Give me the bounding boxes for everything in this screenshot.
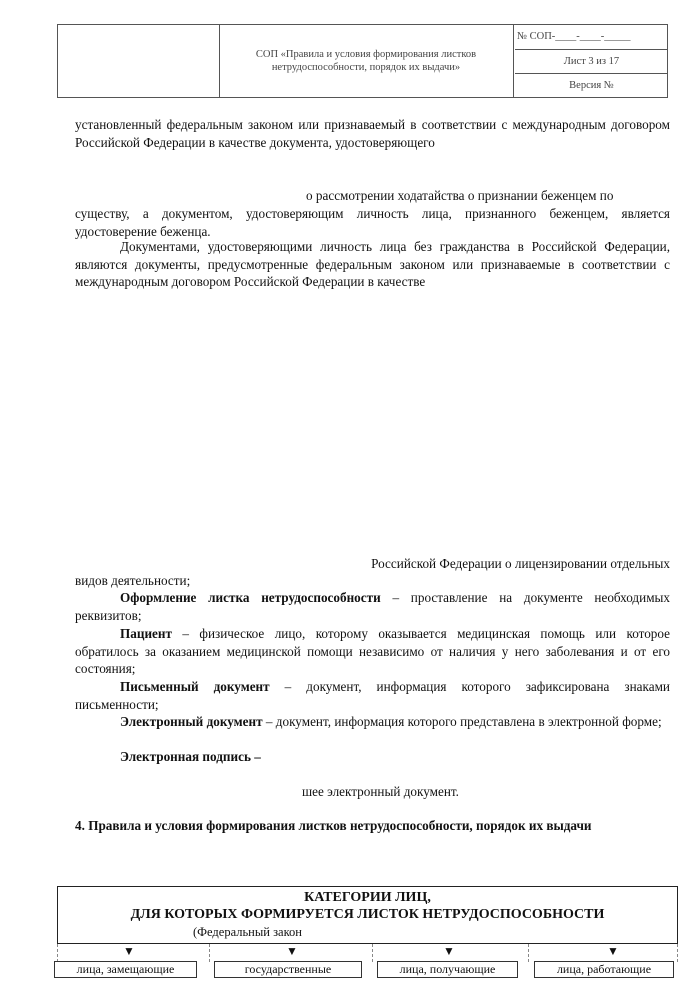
sheet-counter: Лист 3 из 17 xyxy=(515,49,668,74)
connector-line xyxy=(528,944,529,962)
paragraph-4: видов деятельности; xyxy=(75,573,191,588)
definition-text: – проставление на документе необходимых реквизитов; xyxy=(75,590,671,623)
logo-cell xyxy=(58,25,220,97)
definition-text: – документ, информация которого представлена в электронной форме; xyxy=(262,714,662,729)
category-box: лица, получающие xyxy=(377,961,518,978)
down-arrow-icon: ▼ xyxy=(607,944,619,958)
document-title: СОП «Правила и условия формирования листков нетрудоспособности, порядок их выдачи» xyxy=(219,25,514,97)
category-box: государственные xyxy=(214,961,362,978)
definition-patient xyxy=(75,625,670,678)
down-arrow-icon: ▼ xyxy=(443,944,455,958)
definition-term: Электронный документ xyxy=(120,714,263,729)
paragraph-3: Документами, удостоверяющими личность лица без гражданства в Российской Федерации, являются документы, предусмотренные федеральным законом или признаваемые в соответствии с международным договором Российской Федерации в качестве xyxy=(75,239,670,290)
down-arrow-icon: ▼ xyxy=(286,944,298,958)
connector-line xyxy=(372,944,373,962)
definition-term: Письменный документ xyxy=(120,679,270,694)
category-box: лица, замещающие xyxy=(54,961,197,978)
connector-line xyxy=(57,944,58,962)
definition-text: – документ, информация которого зафиксирована знаками письменности; xyxy=(75,679,670,712)
definition-electronic-signature xyxy=(75,748,670,766)
definition-term: Оформление листка нетрудоспособности xyxy=(120,590,381,605)
signature-tail-text: шее электронный документ. xyxy=(302,784,459,799)
definition-registration xyxy=(75,589,670,624)
connector-line xyxy=(677,944,678,962)
definition-written-document xyxy=(75,678,670,713)
definition-electronic-document xyxy=(75,713,670,731)
paragraph-2-first-line: о рассмотрении ходатайства о признании беженцем по xyxy=(306,188,614,203)
connector-line xyxy=(209,944,210,962)
categories-title-line-1: КАТЕГОРИИ ЛИЦ, xyxy=(304,890,431,905)
categories-subtitle: (Федеральный закон xyxy=(193,925,302,939)
paragraph-4-first-line: Российской Федерации о лицензировании отдельных xyxy=(371,556,670,571)
document-number: № СОП-____-____-_____ xyxy=(517,31,631,42)
document-header-table xyxy=(57,24,668,98)
definition-term: Электронная подпись xyxy=(120,749,251,764)
section-heading: 4. Правила и условия формирования листков нетрудоспособности, порядок их выдачи xyxy=(75,818,592,833)
category-box: лица, работающие xyxy=(534,961,674,978)
definition-text: – xyxy=(250,749,261,764)
version-label: Версия № xyxy=(515,73,668,98)
paragraph-2: существу, а документом, удостоверяющим личность лица, признанного беженцем, является удостоверение беженца. xyxy=(75,206,670,239)
definition-term: Пациент xyxy=(120,626,172,641)
down-arrow-icon: ▼ xyxy=(123,944,135,958)
definition-text: – физическое лицо, которому оказывается медицинская помощь или которое обратилось за оказанием медицинской помощи независимо от наличия у него заболевания и от его состояния; xyxy=(75,626,670,677)
paragraph-1: установленный федеральным законом или признаваемый в соответствии с международным договором Российской Федерации в качестве документа, удостоверяющего xyxy=(75,117,670,150)
document-meta-cell xyxy=(515,25,668,97)
categories-title-line-2: ДЛЯ КОТОРЫХ ФОРМИРУЕТСЯ ЛИСТОК НЕТРУДОСПОСОБНОСТИ xyxy=(130,907,605,922)
categories-box xyxy=(57,886,678,944)
